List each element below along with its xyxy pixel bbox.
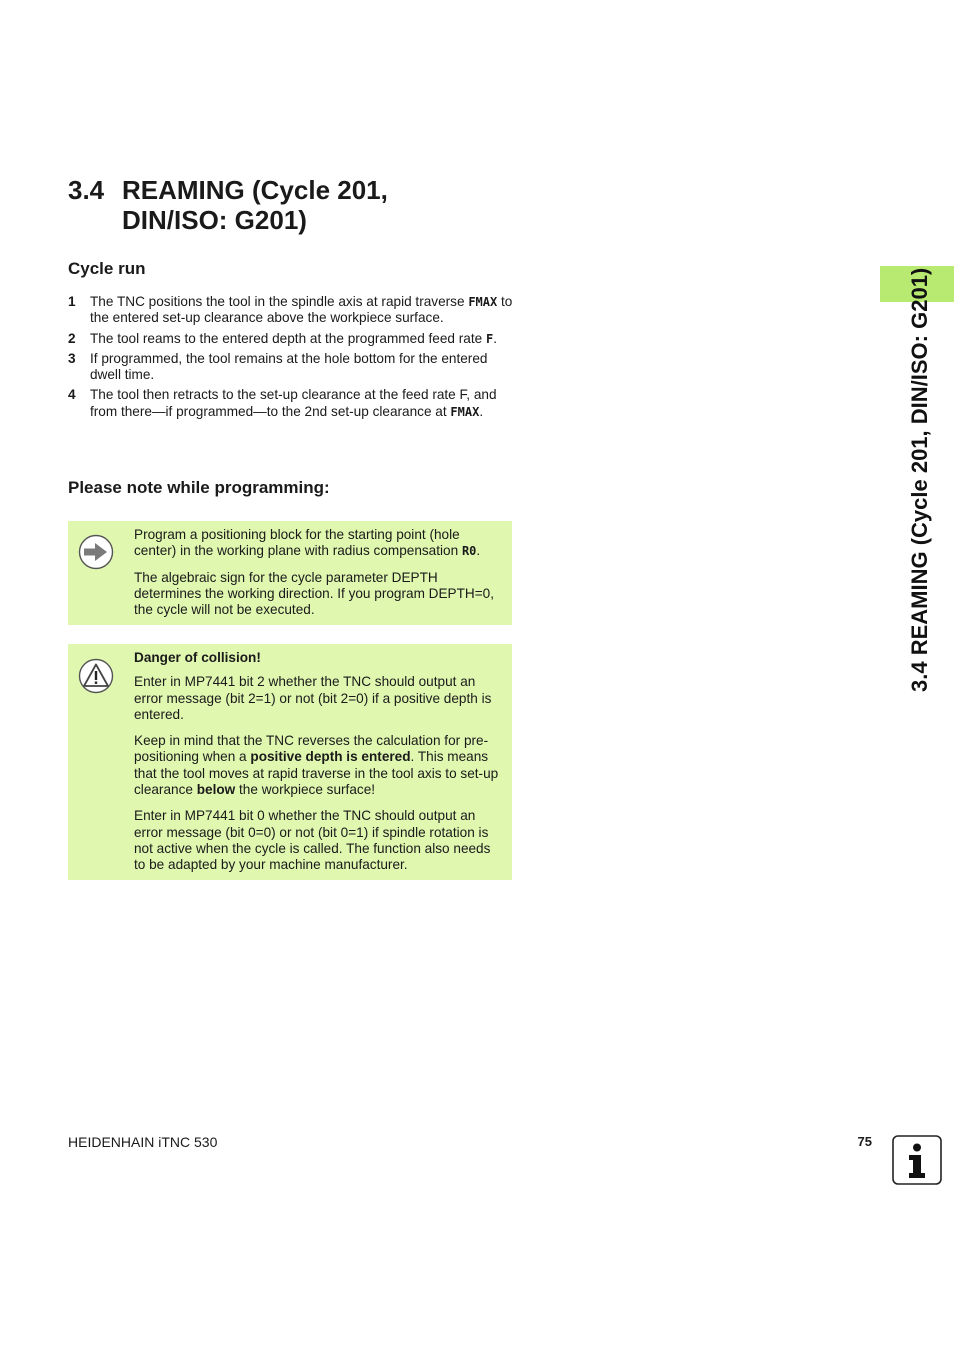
code-f: F [485, 331, 494, 346]
programming-notes-heading: Please note while programming: [68, 478, 330, 497]
step-item [68, 331, 514, 347]
arrow-right-icon [78, 534, 114, 570]
warning-paragraph: Keep in mind that the TNC reverses the calculation for pre-positioning when a positive depth is entered. This means that the tool moves at rapid traverse in the tool axis to set-up clearance below the workpiece surface! [134, 733, 499, 798]
info-icon [892, 1135, 942, 1185]
step-item [68, 351, 514, 384]
step-item [68, 294, 514, 327]
step-number: 3 [68, 350, 76, 366]
section-number: 3.4 [68, 175, 105, 205]
warning-paragraph: Enter in MP7441 bit 0 whether the TNC should output an error message (bit 0=0) or not (bit 0=1) if spindle rotation is not active when the cycle is called. The function also needs to be adapted by your machine manufacturer. [134, 808, 491, 873]
step-text: The tool then retracts to the set-up clearance at the feed rate F, and from there—if programmed—to the 2nd set-up clearance at FMAX. [90, 387, 497, 419]
warning-content [134, 650, 504, 884]
warning-box [68, 644, 512, 880]
warning-icon [78, 658, 114, 694]
side-title-text: 3.4 REAMING (Cycle 201, DIN/ISO: G201) [907, 267, 932, 692]
note-box [68, 521, 512, 625]
code-r0: R0 [461, 544, 477, 559]
note-content [134, 527, 504, 628]
note-paragraph: The algebraic sign for the cycle parameter DEPTH determines the working direction. If you program DEPTH=0, the cycle will not be executed. [134, 569, 495, 618]
cycle-run-steps [68, 294, 514, 424]
code-fmax: FMAX [450, 404, 480, 419]
step-text: The tool reams to the entered depth at the programmed feed rate F. [90, 330, 497, 346]
step-number: 2 [68, 330, 76, 346]
side-title [900, 182, 940, 692]
warning-title: Danger of collision! [134, 650, 261, 665]
step-number: 1 [68, 294, 76, 309]
cycle-run-heading: Cycle run [68, 259, 146, 278]
page-number: 75 [857, 1134, 872, 1149]
section-title [122, 175, 388, 235]
step-number: 4 [68, 387, 76, 403]
note-paragraph: Program a positioning block for the starting point (hole center) in the working plane with radius compensation R0. [134, 527, 481, 559]
section-title-line2: DIN/ISO: G201) [122, 205, 307, 235]
section-title-line1: REAMING (Cycle 201, [122, 175, 388, 205]
step-text: If programmed, the tool remains at the hole bottom for the entered dwell time. [90, 350, 488, 383]
code-fmax: FMAX [468, 295, 498, 309]
step-item [68, 387, 514, 420]
step-text: The TNC positions the tool in the spindle axis at rapid traverse FMAX to the entered set-up clearance above the workpiece surface. [90, 294, 513, 326]
footer-product: HEIDENHAIN iTNC 530 [68, 1134, 218, 1150]
warning-paragraph: Enter in MP7441 bit 2 whether the TNC should output an error message (bit 2=1) or not (bit 2=0) if a positive depth is entered. [134, 674, 492, 722]
